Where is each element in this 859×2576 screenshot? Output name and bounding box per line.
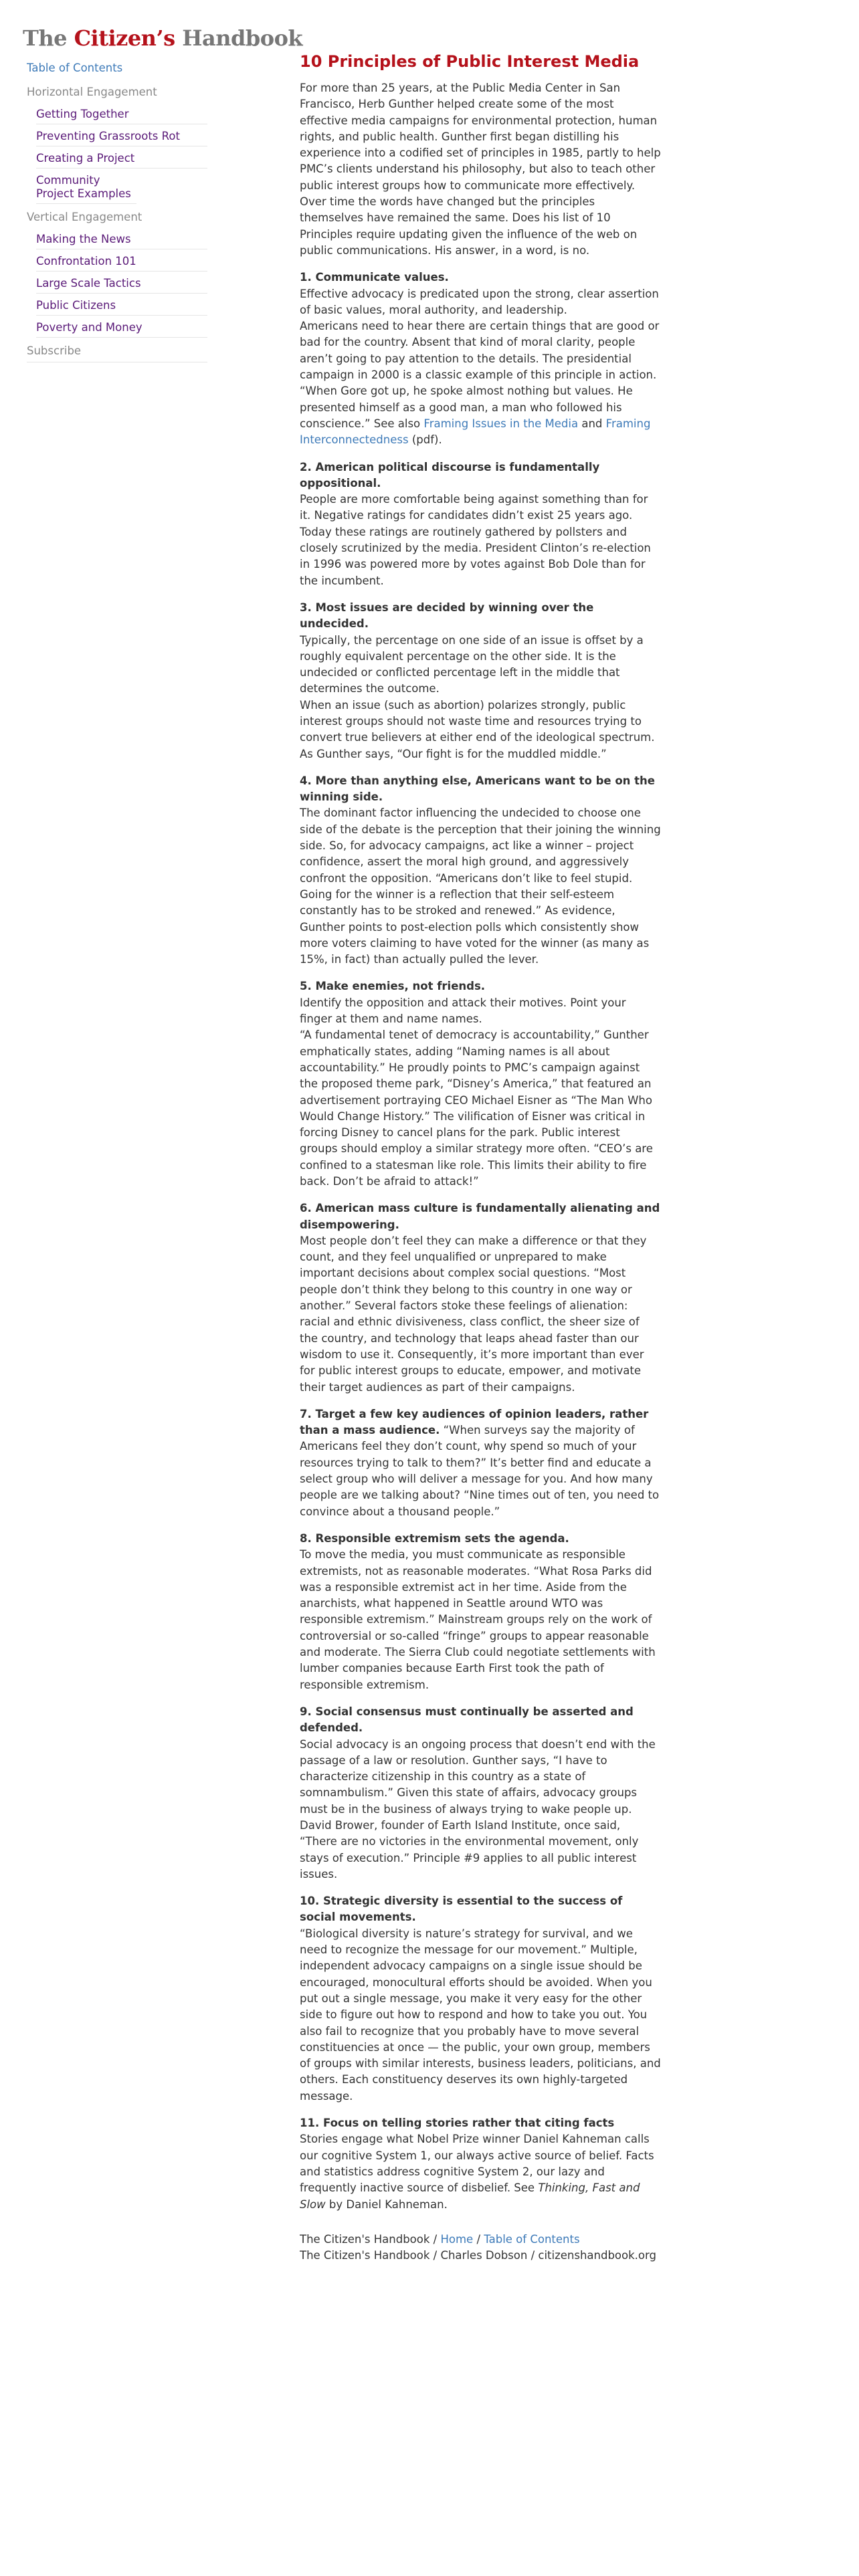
- sidebar-heading-horizontal[interactable]: Horizontal Engagement: [27, 86, 157, 98]
- sidebar-item-confrontation-101[interactable]: Confrontation 101: [36, 253, 207, 272]
- principle-text: “A fundamental tenet of democracy is accountability,” Gunther emphatically states, adding “Naming names is all about accountability.” He proudly points to PMC’s campaign against the proposed theme park, “Disney’s America,” that featured an advertisement portraying CEO Michael Eisner as “The Man Who Would Change History.” The vilification of Eisner was critical in forcing Disney to cancel plans for the park. Public interest groups should employ a similar strategy more often. “CEO’s are confined to a statesman like role. This limits their ability to fire back. Don’t be afraid to attack!”: [300, 1029, 653, 1188]
- principle-10: [300, 1893, 661, 2105]
- principle-text: Effective advocacy is predicated upon the strong, clear assertion of basic values, moral authority, and leadership.: [300, 287, 659, 316]
- sidebar-item-public-citizens[interactable]: Public Citizens: [36, 297, 207, 316]
- article: [300, 51, 661, 2264]
- principle-9: [300, 1704, 661, 1883]
- framing-interconnectedness-link[interactable]: Framing Interconnectedness: [300, 417, 651, 447]
- principle-heading: 10. Strategic diversity is essential to the success of social movements.: [300, 1895, 623, 1924]
- sidebar-heading-vertical[interactable]: Vertical Engagement: [27, 211, 142, 223]
- principle-text: 7. Target a few key audiences of opinion leaders, rather than a mass audience. “When surveys say the majority of Americans feel they don’t count, why spend so much of your resources trying to talk to them?” It’s better find and educate a select group who will deliver a message for you. And how many people are we talking about? “Nine times out of ten, you need to convince about a thousand people.”: [300, 1407, 660, 1518]
- footer-nav: The Citizen's Handbook / Home / Table of Contents: [300, 2232, 580, 2246]
- principle-5: [300, 978, 661, 1190]
- sidebar-item-creating-a-project[interactable]: Creating a Project: [36, 150, 207, 169]
- principle-heading: 3. Most issues are decided by winning over the undecided.: [300, 601, 594, 631]
- principle-text: To move the media, you must communicate as responsible extremists, not as reasonable moderates. “What Rosa Parks did was a responsible extremist act in her time. Aside from the anarchists, what happened in Seattle around WTO was responsible extremism.” Mainstream groups rely on the work of controversial or so-called “fringe” groups to appear reasonable and moderate. The Sierra Club could negotiate settlements with lumber companies because Earth First took the path of responsible extremism.: [300, 1548, 656, 1691]
- principle-heading: 11. Focus on telling stories rather that citing facts: [300, 2117, 615, 2130]
- principle-text: When an issue (such as abortion) polarizes strongly, public interest groups should not waste time and resources trying to convert true believers at either end of the ideological spectrum. As Gunther says, “Our fight is for the muddled middle.”: [300, 698, 655, 760]
- principle-text: Stories engage what Nobel Prize winner Daniel Kahneman calls our cognitive System 1, our always active source of belief. Facts and statistics address cognitive System 2, our lazy and frequently inactive source of disbelief. See Thinking, Fast and Slow by Daniel Kahneman.: [300, 2133, 654, 2211]
- sidebar-item-poverty-and-money[interactable]: Poverty and Money: [36, 319, 207, 338]
- principle-7: [300, 1406, 661, 1520]
- footer-credit: The Citizen's Handbook / Charles Dobson / citizenshandbook.org: [300, 2249, 656, 2262]
- sidebar-subscribe-link[interactable]: Subscribe: [27, 344, 207, 362]
- framing-issues-link[interactable]: Framing Issues in the Media: [423, 417, 579, 430]
- sidebar-list-horizontal: [27, 106, 207, 204]
- principle-heading: 9. Social consensus must continually be asserted and defended.: [300, 1705, 634, 1735]
- principle-4: [300, 773, 661, 968]
- principle-2: [300, 459, 661, 589]
- sidebar-toc-link[interactable]: Table of Contents: [27, 62, 123, 74]
- site-logo[interactable]: The Citizen’s Handbook: [23, 25, 303, 51]
- sidebar-item-preventing-grassroots-rot[interactable]: Preventing Grassroots Rot: [36, 128, 207, 146]
- principle-11: [300, 2115, 661, 2213]
- principle-text: “Biological diversity is nature’s strategy for survival, and we need to recognize the message for our movement.” Multiple, independent advocacy campaigns on a single issue should be encouraged, monocultural efforts should be avoided. When you put out a single message, you make it very easy for the other side to figure out how to respond and how to take you out. You also fail to recognize that you probably have to move several constituencies at once — the public, your own group, members of groups with similar interests, business leaders, politicians, and others. Each constituency deserves its own highly-targeted message.: [300, 1927, 661, 2103]
- principle-heading: 4. More than anything else, Americans want to be on the winning side.: [300, 774, 655, 804]
- page-title: 10 Principles of Public Interest Media: [300, 52, 640, 71]
- sidebar-item-getting-together[interactable]: Getting Together: [36, 106, 207, 124]
- principle-6: [300, 1200, 661, 1396]
- footer: [300, 2232, 661, 2264]
- footer-toc-link[interactable]: Table of Contents: [484, 2232, 580, 2246]
- principle-text: Most people don’t feel they can make a difference or that they count, and they feel unqualified or unprepared to make important decisions about complex social questions. “Most people don’t think they belong to this country in one way or another.” Several factors stoke these feelings of alienation: racial and ethnic divisiveness, class conflict, the sheer size of the country, and technology that leaps ahead faster than our wisdom to use it. Consequently, it’s more important than ever for public interest groups to educate, empower, and motivate their target audiences as part of their campaigns.: [300, 1234, 647, 1394]
- principle-text: Typically, the percentage on one side of an issue is offset by a roughly equivalent percentage on the other side. It is the undecided or conflicted percentage left in the middle that determines the outcome.: [300, 633, 644, 695]
- principle-heading: 1. Communicate values.: [300, 271, 449, 284]
- footer-home-link[interactable]: Home: [440, 2232, 474, 2246]
- intro-paragraph: For more than 25 years, at the Public Media Center in San Francisco, Herb Gunther helped create some of the most effective media campaigns for environmental protection, human rights, and public health. Gunther first began distilling his experience into a codified set of principles in 1985, partly to help PMC’s clients understand his philosophy, but also to teach other public interest groups how to communicate more effectively. Over time the words have changed but the principles themselves have remained the same. Does his list of 10 Principles require updating given the influence of the web on public communications. His answer, in a word, is no.: [300, 82, 661, 257]
- principle-3: [300, 600, 661, 762]
- principle-heading: 6. American mass culture is fundamentally alienating and disempowering.: [300, 1202, 660, 1231]
- principle-heading: 8. Responsible extremism sets the agenda.: [300, 1531, 569, 1545]
- principle-text: People are more comfortable being against something than for it. Negative ratings for candidates didn’t exist 25 years ago. Today these ratings are routinely gathered by pollsters and closely scrutinized by the media. President Clinton’s re-election in 1996 was powered more by votes against Bob Dole than for the incumbent.: [300, 493, 651, 587]
- principle-8: [300, 1531, 661, 1693]
- principle-text: The dominant factor influencing the undecided to choose one side of the debate is the perception that their joining the winning side. So, for advocacy campaigns, act like a winner – project confidence, assert the moral high ground, and aggressively confront the opposition. “Americans don’t like to feel stupid. Going for the winner is a reflection that their self-esteem constantly has to be stroked and renewed.” As evidence, Gunther points to post-election polls which consistently show more voters claiming to have voted for the winner (as many as 15%, in fact) than actually pulled the lever.: [300, 807, 661, 966]
- principle-heading: 7. Target a few key audiences of opinion leaders, rather than a mass audience.: [300, 1407, 649, 1437]
- principle-heading: 5. Make enemies, not friends.: [300, 980, 486, 993]
- principle-text: Identify the opposition and attack their motives. Point your finger at them and name names.: [300, 996, 626, 1026]
- sidebar-list-vertical: [27, 231, 207, 338]
- book-title: Thinking, Fast and Slow: [300, 2181, 640, 2211]
- sidebar-item-large-scale-tactics[interactable]: Large Scale Tactics: [36, 275, 207, 294]
- sidebar-item-making-the-news[interactable]: Making the News: [36, 231, 207, 249]
- principle-text: Social advocacy is an ongoing process that doesn’t end with the passage of a law or resolution. Gunther says, “I have to characterize citizenship in this country as a state of somnambulism.” Given this state of affairs, advocacy groups must be in the business of always trying to wake people up. David Brower, founder of Earth Island Institute, once said, “There are no victories in the environmental movement, only stays of execution.” Principle #9 applies to all public interest issues.: [300, 1737, 656, 1881]
- principle-1: [300, 270, 661, 448]
- sidebar: [27, 62, 207, 362]
- sidebar-item-community-project-examples[interactable]: Community Project Examples: [36, 172, 136, 204]
- principle-text: Americans need to hear there are certain things that are good or bad for the country. Absent that kind of moral clarity, people aren’t going to pay attention to the details. The presidential campaign in 2000 is a classic example of this principle in action. “When Gore got up, he spoke almost nothing but values. He presented himself as a good man, a man who followed his conscience.” See also Framing Issues in the Media and Framing Interconnectedness (pdf).: [300, 320, 660, 447]
- principle-heading: 2. American political discourse is fundamentally oppositional.: [300, 460, 600, 490]
